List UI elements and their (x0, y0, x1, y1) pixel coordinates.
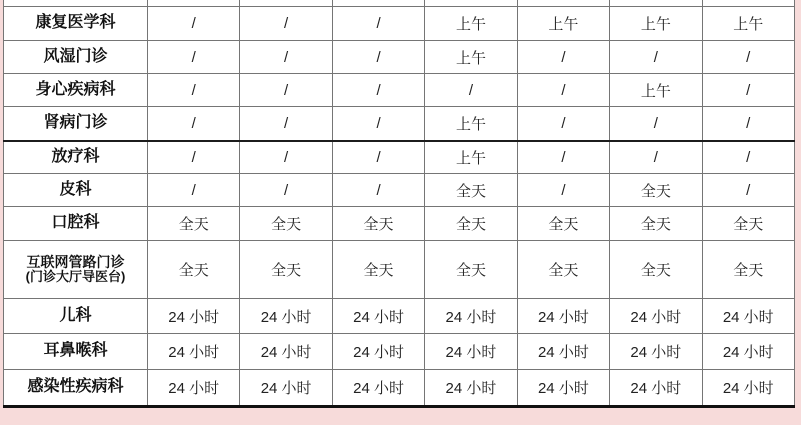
schedule-cell: 全天 (148, 207, 240, 241)
schedule-cell: 24 小时 (148, 299, 240, 334)
table-row (4, 141, 795, 174)
schedule-cell: / (517, 141, 609, 174)
department-name: 互联网管路门诊 (26, 253, 125, 270)
schedule-cell: 24 小时 (610, 299, 702, 334)
table-row (4, 299, 795, 334)
schedule-cell: / (702, 141, 794, 174)
schedule-cell: / (148, 74, 240, 107)
schedule-cell: 全天 (240, 241, 332, 299)
schedule-cell: / (240, 74, 332, 107)
schedule-cell: 24 小时 (425, 334, 517, 370)
schedule-cell: / (610, 41, 702, 74)
department-name: 口腔科 (51, 214, 100, 232)
department-name: 身心疾病科 (35, 80, 116, 98)
schedule-cell: 24 小时 (240, 299, 332, 334)
table-row (4, 370, 795, 407)
schedule-cell: / (240, 174, 332, 207)
table-row (4, 107, 795, 141)
schedule-cell: / (332, 141, 424, 174)
schedule-cell: 全天 (610, 174, 702, 207)
table-row (4, 174, 795, 207)
schedule-cell: 全天 (702, 207, 794, 241)
schedule-cell: / (702, 107, 794, 141)
schedule-cell: 24 小时 (610, 334, 702, 370)
schedule-cell: / (702, 74, 794, 107)
schedule-cell: 全天 (517, 241, 609, 299)
schedule-cell: / (610, 107, 702, 141)
schedule-cell: 24 小时 (425, 299, 517, 334)
department-name: 肾病门诊 (43, 114, 108, 132)
schedule-cell: / (610, 141, 702, 174)
schedule-cell: / (332, 7, 424, 41)
schedule-cell: / (148, 7, 240, 41)
schedule-cell: 24 小时 (425, 370, 517, 407)
schedule-cell: / (425, 74, 517, 107)
department-name: 儿科 (59, 306, 92, 324)
schedule-cell: 24 小时 (517, 299, 609, 334)
schedule-cell: 24 小时 (610, 370, 702, 407)
schedule-cell: / (517, 74, 609, 107)
schedule-cell: 全天 (425, 241, 517, 299)
schedule-cell: 24 小时 (702, 299, 794, 334)
table-row (4, 207, 795, 241)
department-name: 风湿门诊 (43, 47, 108, 65)
schedule-cell: 全天 (702, 241, 794, 299)
schedule-cell: 24 小时 (240, 334, 332, 370)
schedule-cell: 24 小时 (702, 370, 794, 407)
schedule-cell: / (240, 7, 332, 41)
schedule-cell: 全天 (148, 241, 240, 299)
schedule-cell: 24 小时 (702, 334, 794, 370)
schedule-cell: 上午 (425, 141, 517, 174)
schedule-table-wrap (3, 0, 795, 408)
schedule-cell: 上午 (610, 7, 702, 41)
schedule-cell: 24 小时 (148, 370, 240, 407)
schedule-cell: / (148, 141, 240, 174)
schedule-cell: 上午 (517, 7, 609, 41)
schedule-cell: 全天 (332, 207, 424, 241)
schedule-cell: 24 小时 (332, 370, 424, 407)
schedule-cell: / (517, 107, 609, 141)
schedule-cell: 全天 (240, 207, 332, 241)
department-label (4, 141, 148, 174)
schedule-cell: 上午 (425, 7, 517, 41)
department-name: 放疗科 (51, 148, 100, 166)
schedule-cell: 24 小时 (517, 334, 609, 370)
department-label (4, 241, 148, 299)
schedule-cell: 全天 (610, 207, 702, 241)
department-label (4, 334, 148, 370)
department-label (4, 107, 148, 141)
table-row (4, 7, 795, 41)
department-label (4, 370, 148, 407)
table-row (4, 241, 795, 299)
schedule-cell: / (148, 174, 240, 207)
department-subname: (门诊大厅导医台) (25, 269, 126, 285)
schedule-cell: 全天 (610, 241, 702, 299)
schedule-cell: 24 小时 (332, 299, 424, 334)
table-row (4, 41, 795, 74)
department-name: 感染性疾病科 (27, 378, 124, 396)
schedule-cell: 全天 (517, 207, 609, 241)
schedule-cell: / (148, 41, 240, 74)
schedule-cell: 全天 (425, 207, 517, 241)
department-label (4, 299, 148, 334)
schedule-cell: 24 小时 (148, 334, 240, 370)
schedule-cell: / (332, 74, 424, 107)
schedule-cell: 24 小时 (517, 370, 609, 407)
schedule-cell: / (702, 174, 794, 207)
schedule-cell: / (240, 107, 332, 141)
department-label (4, 174, 148, 207)
department-label (4, 7, 148, 41)
schedule-cell: / (332, 107, 424, 141)
schedule-cell: 全天 (425, 174, 517, 207)
schedule-cell: 上午 (425, 107, 517, 141)
schedule-cell: / (148, 107, 240, 141)
department-label (4, 74, 148, 107)
department-name: 耳鼻喉科 (43, 342, 108, 360)
department-label (4, 41, 148, 74)
schedule-cell: / (240, 141, 332, 174)
department-name: 康复医学科 (35, 14, 116, 32)
schedule-cell: 全天 (332, 241, 424, 299)
schedule-cell: / (240, 41, 332, 74)
department-label (4, 207, 148, 241)
schedule-cell: 上午 (610, 74, 702, 107)
schedule-cell: 24 小时 (332, 334, 424, 370)
schedule-cell: 24 小时 (240, 370, 332, 407)
table-row (4, 334, 795, 370)
schedule-cell: / (517, 174, 609, 207)
schedule-cell: 上午 (425, 41, 517, 74)
department-name: 皮科 (59, 180, 92, 198)
schedule-cell: 上午 (702, 7, 794, 41)
schedule-cell: / (332, 41, 424, 74)
department-schedule-table (3, 0, 795, 408)
table-row (4, 74, 795, 107)
schedule-cell: / (702, 41, 794, 74)
schedule-cell: / (517, 41, 609, 74)
schedule-cell: / (332, 174, 424, 207)
